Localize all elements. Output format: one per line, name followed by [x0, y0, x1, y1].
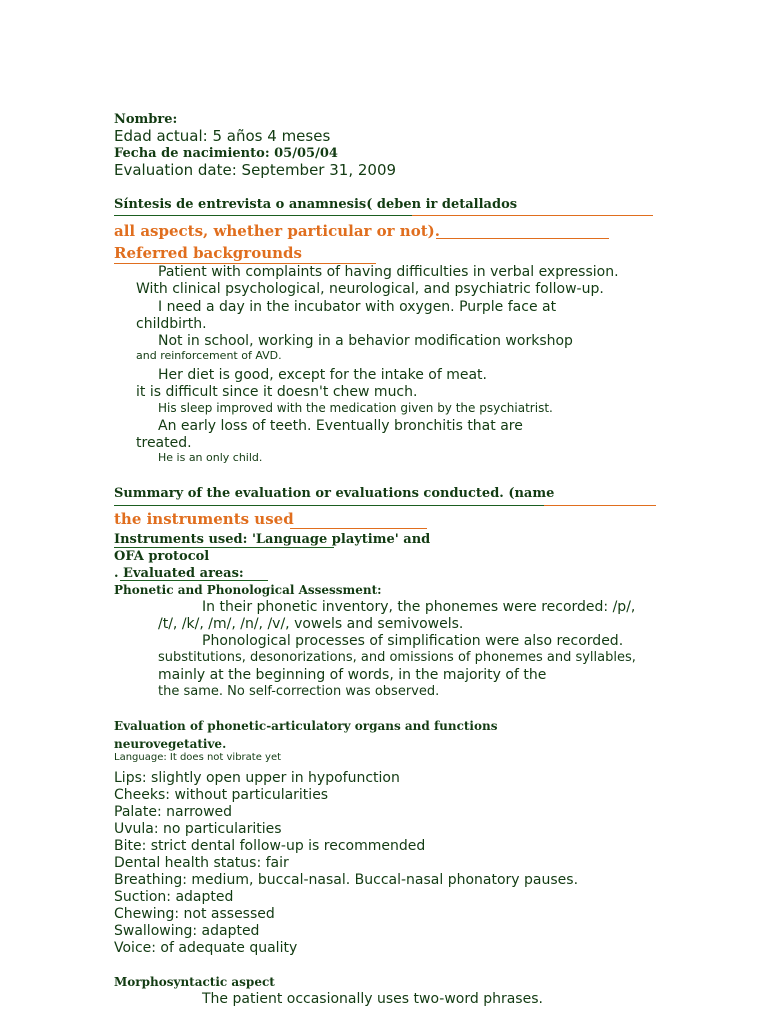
organ-item: Suction: adapted — [114, 889, 234, 905]
edad-actual: Edad actual: 5 años 4 meses — [114, 127, 331, 145]
background-line: it is difficult since it doesn't chew much. — [136, 384, 418, 400]
phonetic-line: Phonological processes of simplification were also recorded. — [202, 633, 624, 649]
background-line: and reinforcement of AVD. — [136, 349, 282, 362]
fecha-nacimiento: Fecha de nacimiento: 05/05/04 — [114, 146, 338, 161]
morphosyntactic-line: The patient occasionally uses two-word phrases. — [202, 991, 543, 1007]
language-note: Language: It does not vibrate yet — [114, 752, 282, 763]
anamnesis-subtitle: all aspects, whether particular or not). — [114, 222, 440, 240]
referred-backgrounds-heading: Referred backgrounds — [114, 244, 302, 262]
organ-item: Palate: narrowed — [114, 804, 233, 820]
instruments-used-line: OFA protocol — [114, 549, 210, 564]
background-line: He is an only child. — [158, 451, 263, 464]
divider — [114, 505, 544, 506]
phonetic-line: In their phonetic inventory, the phonemes were recorded: /p/, — [202, 599, 636, 615]
phonetic-line: /t/, /k/, /m/, /n/, /v/, vowels and semivowels. — [158, 616, 464, 632]
organ-item: Uvula: no particularities — [114, 821, 282, 837]
background-line: With clinical psychological, neurological, and psychiatric follow-up. — [136, 281, 604, 297]
organ-item: Cheeks: without particularities — [114, 787, 329, 803]
phonetic-heading: Phonetic and Phonological Assessment: — [114, 583, 382, 597]
organ-item: Swallowing: adapted — [114, 923, 260, 939]
phonetic-line: the same. No self-correction was observed. — [158, 684, 440, 699]
background-line: Her diet is good, except for the intake of meat. — [158, 367, 487, 383]
anamnesis-title: Síntesis de entrevista o anamnesis( deben ir detallados — [114, 197, 518, 212]
background-line: treated. — [136, 435, 192, 451]
divider — [114, 547, 334, 548]
organ-item: Breathing: medium, buccal-nasal. Buccal-nasal phonatory pauses. — [114, 872, 579, 888]
background-line: Patient with complaints of having difficulties in verbal expression. — [158, 264, 619, 280]
background-line: His sleep improved with the medication given by the psychiatrist. — [158, 401, 553, 415]
organ-item: Voice: of adequate quality — [114, 940, 298, 956]
phonetic-line: mainly at the beginning of words, in the majority of the — [158, 667, 547, 683]
organs-title: Evaluation of phonetic-articulatory organs and functions — [114, 719, 498, 733]
organs-title-continued: neurovegetative. — [114, 737, 227, 751]
phonetic-line: substitutions, desonorizations, and omissions of phonemes and syllables, — [158, 650, 636, 665]
organ-item: Bite: strict dental follow-up is recommended — [114, 838, 426, 854]
divider — [120, 580, 268, 581]
instruments-heading: the instruments used — [114, 510, 294, 528]
instruments-used-line: Instruments used: 'Language playtime' and — [114, 532, 431, 547]
organ-item: Dental health status: fair — [114, 855, 289, 871]
background-line: An early loss of teeth. Eventually bronchitis that are — [158, 418, 523, 434]
organ-item: Chewing: not assessed — [114, 906, 275, 922]
evaluated-areas-label: . Evaluated areas: — [114, 566, 244, 581]
evaluation-summary-title: Summary of the evaluation or evaluations conducted. (name — [114, 486, 555, 501]
nombre-label: Nombre: — [114, 112, 178, 127]
organ-item: Lips: slightly open upper in hypofunction — [114, 770, 400, 786]
divider — [114, 215, 412, 216]
divider — [436, 238, 609, 239]
background-line: childbirth. — [136, 316, 207, 332]
divider — [290, 528, 427, 529]
divider — [544, 505, 656, 506]
background-line: Not in school, working in a behavior modification workshop — [158, 333, 573, 349]
morphosyntactic-title: Morphosyntactic aspect — [114, 975, 275, 989]
background-line: I need a day in the incubator with oxygen. Purple face at — [158, 299, 557, 315]
evaluation-date: Evaluation date: September 31, 2009 — [114, 161, 397, 179]
divider — [412, 215, 653, 216]
